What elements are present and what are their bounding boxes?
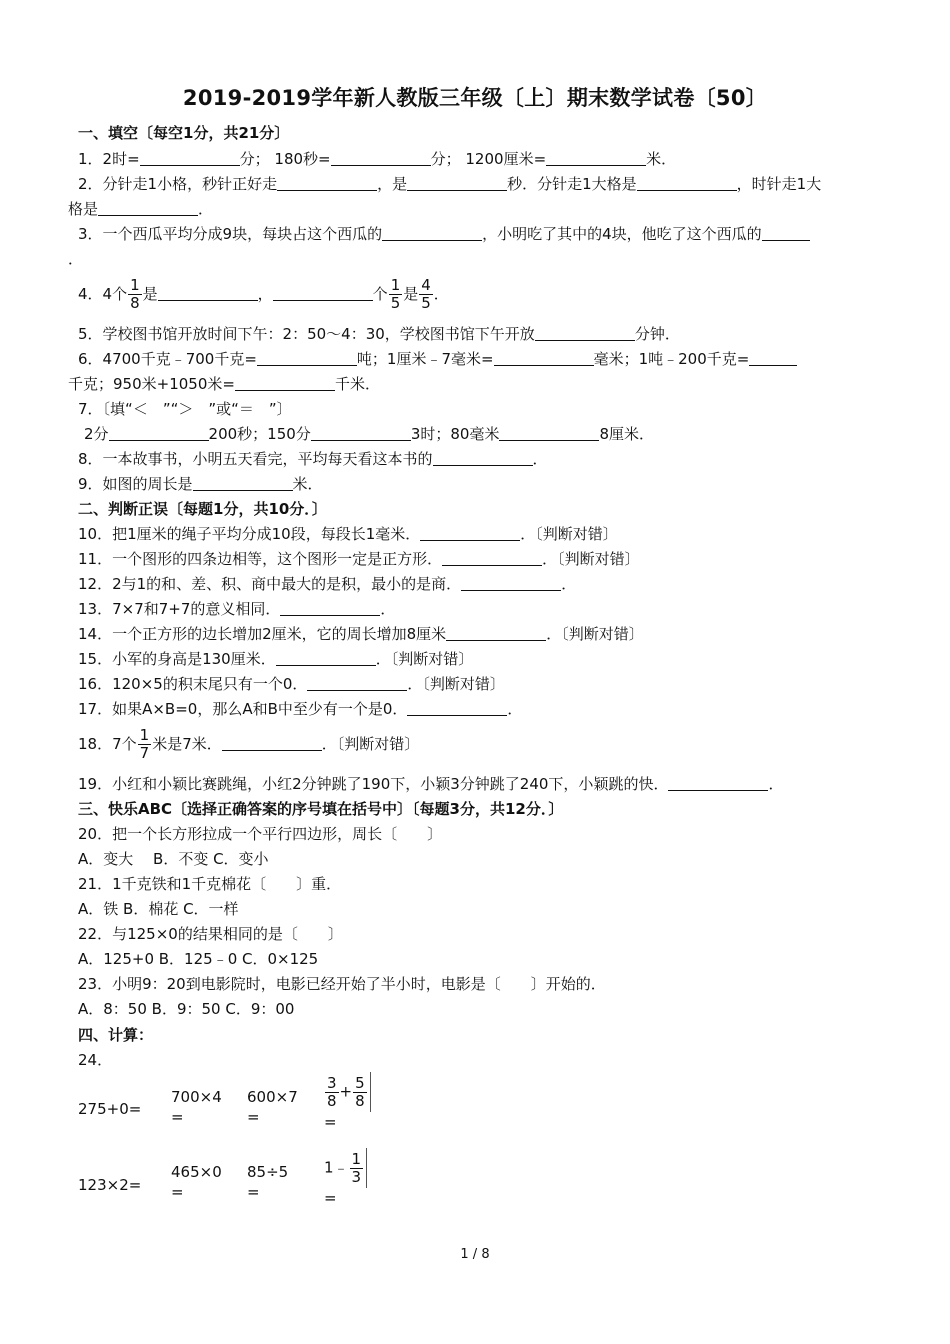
question-20-options: A．变大 B．不变 C．变小 xyxy=(78,850,269,868)
fraction: $\frac{4}{5}$ xyxy=(421,276,431,312)
question-2: 2．分针走1小格，秒针正好走 ，是 秒．分针走1大格是 ，时针走1大 xyxy=(78,175,822,193)
answer-blank[interactable] xyxy=(158,285,258,301)
answer-blank[interactable] xyxy=(499,425,599,441)
question-2-continued: 格是 ． xyxy=(68,200,214,218)
question-23-options: A．8：50 B．9：50 C．9：00 xyxy=(78,1000,295,1018)
calc-600-times-7: 600×7 = xyxy=(247,1088,298,1126)
fraction: $\frac{1}{3}$ xyxy=(351,1149,362,1186)
exam-title: 2019-2019学年新人教版三年级〔上〕期末数学试卷〔50〕 xyxy=(182,86,768,110)
answer-blank[interactable] xyxy=(311,425,411,441)
question-8: 8．一本故事书，小明五天看完，平均每天看这本书的 ． xyxy=(78,450,548,468)
question-7: 7．〔填“＜ ”“＞ ”或“＝ ”〕 xyxy=(78,400,292,418)
question-24: 24． xyxy=(78,1051,113,1069)
question-22-options: A．125+0 B．125﹣0 C．0×125 xyxy=(78,950,319,968)
answer-blank[interactable] xyxy=(494,350,594,366)
page-number: 1 / 8 xyxy=(460,1247,490,1262)
calc-85-divide-5: 85÷5 = xyxy=(247,1163,289,1201)
answer-blank[interactable] xyxy=(420,525,520,541)
answer-blank[interactable] xyxy=(637,175,737,191)
fraction: $\frac{1}{7}$ xyxy=(139,726,150,762)
question-17: 17．如果A×B=0，那么A和B中至少有一个是0． ． xyxy=(78,700,523,718)
question-6: 6．4700千克﹣700千克= 吨；1厘米﹣7毫米= 毫米；1吨﹣200千克= xyxy=(78,349,797,369)
answer-blank[interactable] xyxy=(407,175,507,191)
answer-blank[interactable] xyxy=(546,150,646,166)
calc-275-plus-0: 275+0= xyxy=(78,1100,142,1118)
answer-blank[interactable] xyxy=(446,625,546,641)
question-1: 1．2时= 分； 180秒= 分； 1200厘米= 米． xyxy=(78,150,677,168)
answer-blank[interactable] xyxy=(749,350,797,366)
question-3: 3．一个西瓜平均分成9块，每块占这个西瓜的 ，小明吃了其中的4块，他吃了这个西瓜的 xyxy=(78,224,810,244)
question-6-continued: 千克；950米+1050米= 千米． xyxy=(68,375,380,393)
question-23: 23．小明9：20到电影院时，电影已经开始了半小时，电影是〔 〕开始的． xyxy=(78,975,606,993)
answer-blank[interactable] xyxy=(273,285,373,301)
question-5: 5．学校图书馆开放时间下午：2：50～4：30，学校图书馆下午开放 分钟． xyxy=(78,325,680,343)
answer-blank[interactable] xyxy=(461,575,561,591)
question-7-items: 2分 200秒；150分 3时；80毫米 8厘米． xyxy=(84,425,654,443)
calc-123-times-2: 123×2= xyxy=(78,1176,142,1194)
question-10: 10．把1厘米的绳子平均分成10段，每段长1毫米． ．〔判断对错〕 xyxy=(78,525,618,543)
answer-blank[interactable] xyxy=(193,475,293,491)
answer-blank[interactable] xyxy=(331,150,431,166)
question-9: 9．如图的周长是 米． xyxy=(78,475,323,493)
answer-blank[interactable] xyxy=(433,450,533,466)
section-2-heading: 二、判断正误〔每题1分，共10分．〕 xyxy=(78,500,327,518)
answer-blank[interactable] xyxy=(407,700,507,716)
answer-blank[interactable] xyxy=(109,425,209,441)
question-12: 12．2与1的和、差、积、商中最大的是积，最小的是商． ． xyxy=(78,575,577,593)
question-21-options: A．铁 B．棉花 C．一样 xyxy=(78,900,239,918)
question-4: 4．4个 $\frac{1}{8}$ 是 ， 个 $\frac{1}{5}$ 是 $\frac{4}{5}$ ． xyxy=(78,276,449,312)
answer-blank[interactable] xyxy=(235,375,335,391)
fraction: $\frac{3}{8}$ xyxy=(327,1073,337,1110)
calc-one-minus-fraction: 1﹣ $\frac{1}{3}$ = xyxy=(324,1148,367,1208)
question-22: 22．与125×0的结果相同的是〔 〕 xyxy=(78,925,343,943)
answer-blank[interactable] xyxy=(98,200,198,216)
question-19: 19．小红和小颖比赛跳绳，小红2分钟跳了190下，小颖3分钟跳了240下，小颖跳的快． ． xyxy=(78,775,784,793)
answer-blank[interactable] xyxy=(442,550,542,566)
answer-blank[interactable] xyxy=(222,735,322,751)
calc-fraction-sum: $\frac{3}{8}$ + $\frac{5}{8}$ = xyxy=(324,1072,371,1132)
answer-blank[interactable] xyxy=(762,225,810,241)
question-21: 21．1千克铁和1千克棉花〔 〕重． xyxy=(78,875,342,893)
answer-blank[interactable] xyxy=(257,350,357,366)
fraction: $\frac{1}{8}$ xyxy=(130,276,140,312)
question-13: 13．7×7和7+7的意义相同． ． xyxy=(78,600,396,618)
answer-blank[interactable] xyxy=(277,175,377,191)
question-18: 18．7个 $\frac{1}{7}$ 米是7米． ．〔判断对错〕 xyxy=(78,726,420,762)
answer-blank[interactable] xyxy=(535,325,635,341)
answer-blank[interactable] xyxy=(668,775,768,791)
section-3-heading: 三、快乐ABC〔选择正确答案的序号填在括号中〕〔每题3分，共12分．〕 xyxy=(78,800,564,818)
section-1-heading: 一、填空〔每空1分，共21分〕 xyxy=(78,124,290,142)
question-20: 20．把一个长方形拉成一个平行四边形，周长〔 〕 xyxy=(78,825,443,843)
question-14: 14．一个正方形的边长增加2厘米，它的周长增加8厘米 ．〔判断对错〕 xyxy=(78,625,644,643)
fraction: $\frac{1}{5}$ xyxy=(390,276,401,312)
answer-blank[interactable] xyxy=(140,150,240,166)
question-3-continued: ． xyxy=(68,250,84,268)
question-15: 15．小军的身高是130厘米． ．〔判断对错〕 xyxy=(78,650,474,668)
section-4-heading: 四、计算： xyxy=(78,1026,154,1044)
question-11: 11．一个图形的四条边相等，这个图形一定是正方形． ．〔判断对错〕 xyxy=(78,550,640,568)
fraction: $\frac{5}{8}$ xyxy=(355,1073,365,1110)
calc-700-times-4: 700×4 = xyxy=(171,1088,222,1126)
answer-blank[interactable] xyxy=(307,675,407,691)
answer-blank[interactable] xyxy=(280,600,380,616)
answer-blank[interactable] xyxy=(276,650,376,666)
answer-blank[interactable] xyxy=(382,225,482,241)
question-16: 16．120×5的积末尾只有一个0． ．〔判断对错〕 xyxy=(78,675,505,693)
calc-465-times-0: 465×0 = xyxy=(171,1163,222,1201)
